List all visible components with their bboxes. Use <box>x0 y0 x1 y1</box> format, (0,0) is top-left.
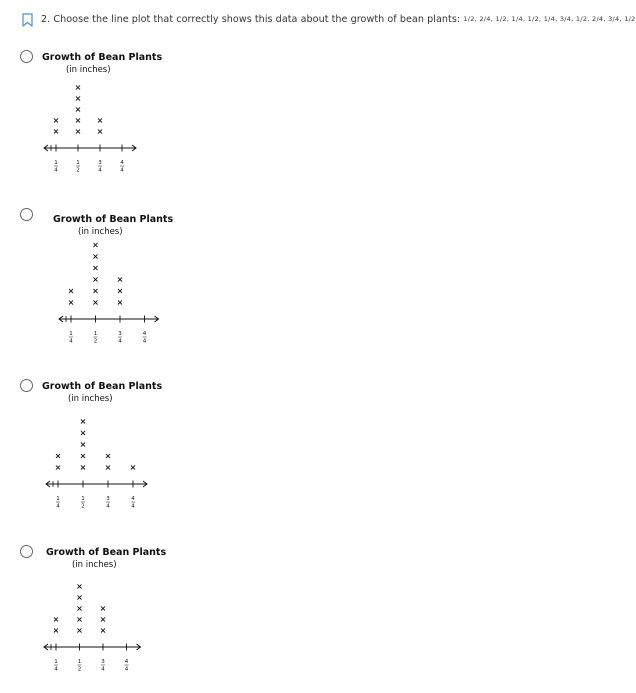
x-mark: × <box>79 463 87 472</box>
line-plot <box>42 408 162 523</box>
tick-label-numerator: 1 <box>69 331 73 337</box>
question-prompt: 2. Choose the line plot that correctly shows this data about the growth of bean plants: <box>41 14 461 25</box>
tick-label-numerator: 1 <box>76 160 80 166</box>
tick-label-denominator: 2 <box>93 338 98 345</box>
tick-label-denominator: 4 <box>54 167 58 174</box>
answer-option-4[interactable] <box>0 543 564 693</box>
tick-label <box>131 496 135 510</box>
x-mark: × <box>52 626 60 635</box>
tick-label <box>125 659 129 673</box>
tick-label-numerator: 4 <box>120 160 124 166</box>
x-mark: × <box>99 626 107 635</box>
tick-label <box>94 331 98 345</box>
tick-label <box>54 160 58 174</box>
x-mark: × <box>92 275 99 284</box>
bookmark-icon[interactable] <box>22 13 33 27</box>
plot-title: Growth of Bean Plants <box>42 381 163 392</box>
tick-label-numerator: 1 <box>56 496 60 502</box>
tick-label <box>69 331 73 345</box>
plot-title: Growth of Bean Plants <box>46 547 167 558</box>
x-mark: × <box>74 127 82 136</box>
tick-label-numerator: 4 <box>124 659 129 665</box>
tick-label <box>120 160 124 174</box>
x-mark: × <box>74 105 82 114</box>
x-mark: × <box>67 286 75 296</box>
line-plot <box>42 573 157 678</box>
line-plot <box>55 237 170 352</box>
tick-label <box>98 160 102 174</box>
x-mark: × <box>52 116 60 125</box>
tick-label <box>101 659 105 673</box>
line-plot <box>40 76 150 186</box>
x-mark: × <box>54 463 62 472</box>
x-mark: × <box>92 240 99 250</box>
x-mark: × <box>52 615 60 624</box>
tick-label <box>106 496 110 510</box>
tick-label-denominator: 2 <box>76 167 80 174</box>
tick-label-denominator: 4 <box>56 503 60 510</box>
tick-label-numerator: 3 <box>98 160 102 166</box>
x-mark: × <box>92 298 99 307</box>
question-text <box>41 14 636 25</box>
tick-label <box>143 331 147 345</box>
x-mark: × <box>76 604 83 613</box>
tick-label <box>81 496 85 510</box>
x-mark: × <box>96 116 104 125</box>
x-mark: × <box>92 286 99 296</box>
tick-label-numerator: 3 <box>101 659 105 665</box>
x-mark: × <box>76 615 83 624</box>
tick-label-numerator: 1 <box>77 659 82 665</box>
x-mark: × <box>67 298 75 307</box>
x-mark: × <box>79 440 87 449</box>
tick-label <box>118 331 122 345</box>
x-mark: × <box>116 275 124 284</box>
radio-button[interactable] <box>20 208 33 221</box>
tick-label-numerator: 3 <box>106 496 110 502</box>
tick-label-denominator: 4 <box>106 503 110 510</box>
x-mark: × <box>99 615 107 624</box>
x-mark: × <box>116 286 124 296</box>
tick-label-numerator: 1 <box>54 659 58 665</box>
x-mark: × <box>92 252 99 261</box>
tick-label-denominator: 4 <box>54 666 58 673</box>
tick-label-denominator: 4 <box>131 503 135 510</box>
x-mark: × <box>92 263 99 273</box>
question-data-values: 1/2, 2/4, 1/2, 1/4, 1/2, 1/4, 3/4, 1/2, 2/4, 3/4, 1/2 <box>463 15 636 23</box>
answer-option-3[interactable] <box>0 376 564 526</box>
x-mark: × <box>54 451 62 461</box>
radio-button[interactable] <box>20 379 33 392</box>
tick-label-numerator: 3 <box>118 331 122 337</box>
x-mark: × <box>104 451 112 461</box>
plot-subtitle: (in inches) <box>78 227 123 237</box>
radio-button[interactable] <box>20 50 33 63</box>
tick-label <box>56 496 60 510</box>
answer-option-2[interactable] <box>0 205 564 355</box>
tick-label-denominator: 4 <box>124 666 129 673</box>
x-mark: × <box>76 626 83 635</box>
x-mark: × <box>74 83 82 92</box>
tick-label-denominator: 4 <box>142 338 147 345</box>
tick-label-denominator: 2 <box>81 503 85 510</box>
x-mark: × <box>116 298 124 307</box>
x-mark: × <box>76 593 83 602</box>
x-mark: × <box>104 463 112 472</box>
question-header <box>0 10 636 32</box>
plot-subtitle: (in inches) <box>66 65 111 75</box>
tick-label-denominator: 4 <box>69 338 73 345</box>
x-mark: × <box>79 417 87 426</box>
tick-label-denominator: 4 <box>118 338 122 345</box>
tick-label-numerator: 1 <box>54 160 58 166</box>
plot-title: Growth of Bean Plants <box>53 214 174 225</box>
x-mark: × <box>129 463 137 472</box>
x-mark: × <box>74 116 82 125</box>
radio-button[interactable] <box>20 545 33 558</box>
x-mark: × <box>99 604 107 613</box>
plot-subtitle: (in inches) <box>72 560 117 570</box>
plot-subtitle: (in inches) <box>68 394 113 404</box>
answer-option-1[interactable] <box>0 48 564 198</box>
x-mark: × <box>52 127 60 136</box>
tick-label <box>76 160 80 174</box>
x-mark: × <box>96 127 104 136</box>
x-mark: × <box>79 451 87 461</box>
tick-label-numerator: 1 <box>81 496 85 502</box>
tick-label-denominator: 4 <box>120 167 124 174</box>
tick-label-denominator: 4 <box>98 167 102 174</box>
tick-label-denominator: 2 <box>77 666 82 673</box>
tick-label-numerator: 1 <box>93 331 98 337</box>
tick-label-numerator: 4 <box>131 496 135 502</box>
tick-label-numerator: 4 <box>142 331 147 337</box>
plot-title: Growth of Bean Plants <box>42 52 163 63</box>
x-mark: × <box>74 94 82 103</box>
x-mark: × <box>79 428 87 438</box>
tick-label-denominator: 4 <box>101 666 105 673</box>
tick-label <box>78 659 82 673</box>
tick-label <box>54 659 58 673</box>
x-mark: × <box>76 582 83 591</box>
